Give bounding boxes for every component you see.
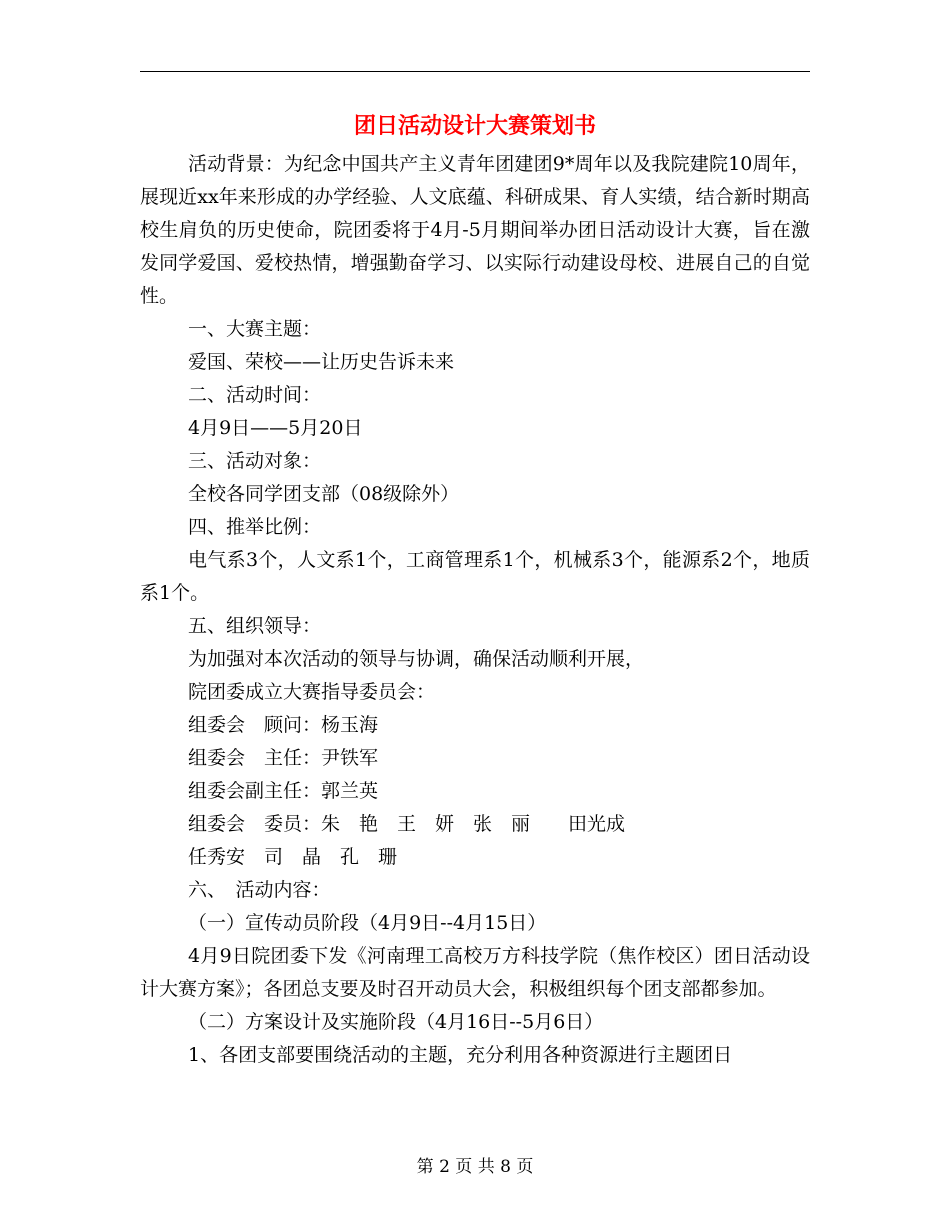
heading-time: 二、活动时间： (188, 384, 322, 406)
heading-theme: 一、大赛主题： (188, 318, 322, 340)
committee-director: 组委会 主任：尹铁军 (188, 747, 379, 769)
document-title: 团日活动设计大赛策划书 (353, 113, 596, 139)
stage-one-heading: （一）宣传动员阶段（4月9日--4月15日） (188, 912, 547, 934)
header-rule (140, 71, 810, 72)
paragraph-ratio: 电气系3个，人文系1个，工商管理系1个，机械系3个，能源系2个，地质系1个。 (140, 549, 810, 604)
paragraph-background: 活动背景：为纪念中国共产主义青年团建团9*周年以及我院建院10周年，展现近xx年来形成的办学经验、人文底蕴、科研成果、育人实绩，结合新时期高校生肩负的历史使命，院团委将于4月-5月期间举办团日活动设计大赛，旨在激发同学爱国、爱校热情，增强勤奋学习、以实际行动建设母校、进展自己的自觉性。 (140, 153, 810, 307)
paragraph-stage-two: 1、各团支部要围绕活动的主题，充分利用各种资源进行主题团日 (188, 1044, 733, 1066)
paragraph-organization: 为加强对本次活动的领导与协调，确保活动顺利开展， (188, 648, 645, 670)
document-body (140, 148, 810, 1072)
heading-content: 六、 活动内容： (188, 879, 331, 901)
stage-two-heading: （二）方案设计及实施阶段（4月16日--5月6日） (188, 1011, 604, 1033)
paragraph-stage-one: 4月9日院团委下发《河南理工高校万方科技学院（焦作校区）团日活动设计大赛方案》；各团总支要及时召开动员大会，积极组织每个团支部都参加。 (140, 945, 810, 1000)
committee-vice-director: 组委会副主任：郭兰英 (188, 780, 379, 802)
heading-organization: 五、组织领导： (188, 615, 322, 637)
heading-target: 三、活动对象： (188, 450, 322, 472)
paragraph-target: 全校各同学团支部（08级除外） (188, 483, 460, 505)
committee-advisor: 组委会 顾问：杨玉海 (188, 714, 379, 736)
committee-members: 组委会 委员：朱 艳 王 妍 张 丽 田光成 (188, 813, 626, 835)
heading-ratio: 四、推举比例： (188, 516, 322, 538)
paragraph-theme: 爱国、荣校——让历史告诉未来 (188, 351, 455, 373)
paragraph-committee: 院团委成立大赛指导委员会： (188, 681, 436, 703)
paragraph-time: 4月9日——5月20日 (188, 417, 363, 439)
page-footer: 第 2 页 共 8 页 (416, 1157, 534, 1177)
committee-members-continued: 任秀安 司 晶 孔 珊 (188, 846, 398, 868)
